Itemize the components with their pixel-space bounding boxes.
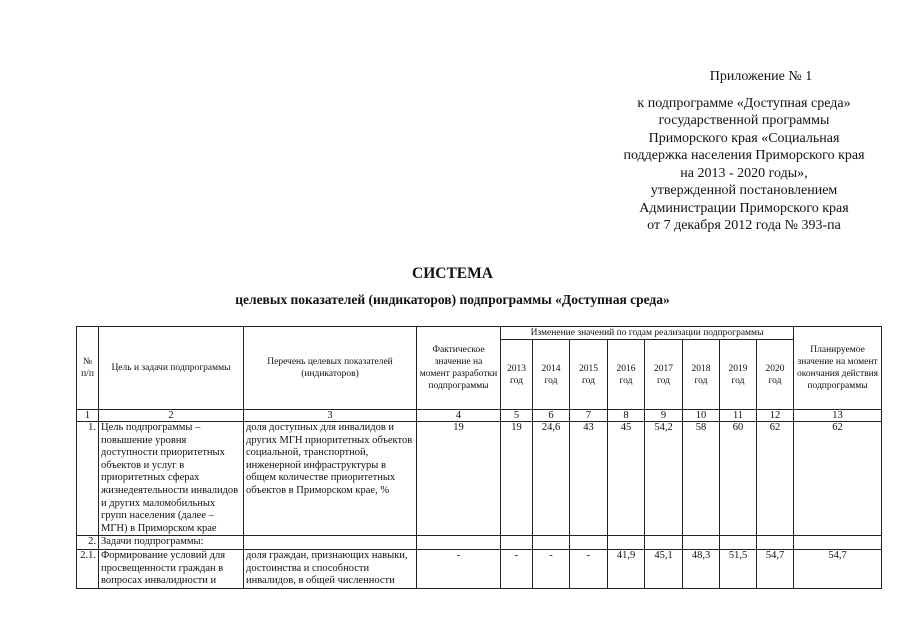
header-indicators: Перечень целевых показателей (индикаторов) — [244, 327, 417, 410]
empty-cell — [533, 536, 570, 550]
empty-cell — [757, 536, 794, 550]
column-number: 8 — [608, 410, 645, 422]
row-goal: Задачи подпрограммы: — [99, 536, 244, 550]
header-goal: Цель и задачи подпрограммы — [99, 327, 244, 410]
header-change: Изменение значений по годам реализации подпрограммы — [501, 327, 794, 340]
header-actual: Фактическое значение на момент разработки подпрограммы — [417, 327, 501, 410]
column-number: 11 — [720, 410, 757, 422]
empty-cell — [645, 536, 683, 550]
header-year: 2017 год — [645, 340, 683, 410]
header-number: № п/п — [77, 327, 99, 410]
row-actual: - — [417, 549, 501, 588]
row-year-value: 58 — [683, 422, 720, 536]
row-year-value: - — [570, 549, 608, 588]
header-year: 2013 год — [501, 340, 533, 410]
header-planned: Планируемое значение на момент окончания действия подпрограммы — [794, 327, 882, 410]
row-year-value: 43 — [570, 422, 608, 536]
table-row — [77, 536, 882, 550]
column-number: 13 — [794, 410, 882, 422]
appendix-block — [608, 68, 880, 235]
row-indicator: доля доступных для инвалидов и других МГН приоритетных объектов социальной, транспортной, инженерной инфраструктуры в общем количестве приоритетных объектов в Приморском крае, % — [244, 422, 417, 536]
header-year: 2015 год — [570, 340, 608, 410]
row-year-value: 62 — [757, 422, 794, 536]
column-number: 9 — [645, 410, 683, 422]
row-number: 1. — [77, 422, 99, 536]
empty-cell — [720, 536, 757, 550]
header-year: 2018 год — [683, 340, 720, 410]
appendix-line: от 7 декабря 2012 года № 393-па — [647, 218, 841, 233]
appendix-line: государственной программы — [658, 113, 830, 128]
row-year-value: - — [533, 549, 570, 588]
column-number: 6 — [533, 410, 570, 422]
empty-cell — [501, 536, 533, 550]
appendix-number: Приложение № 1 — [709, 69, 813, 84]
row-goal: Формирование условий для просвещенности граждан в вопросах инвалидности и — [99, 549, 244, 588]
document-subtitle: целевых показателей (индикаторов) подпрограммы «Доступная среда» — [235, 292, 670, 307]
appendix-line: к подпрограмме «Доступная среда» — [637, 95, 851, 111]
row-number: 2. — [77, 536, 99, 550]
column-number: 1 — [77, 410, 99, 422]
row-number: 2.1. — [77, 549, 99, 588]
empty-cell — [608, 536, 645, 550]
column-number-row — [77, 410, 882, 422]
appendix-line: Администрации Приморского края — [639, 200, 849, 216]
table-row — [77, 549, 882, 588]
row-year-value: 60 — [720, 422, 757, 536]
document-title: СИСТЕМА — [412, 265, 493, 282]
column-number: 4 — [417, 410, 501, 422]
header-row — [77, 327, 882, 340]
row-year-value: 45 — [608, 422, 645, 536]
row-year-value: 41,9 — [608, 549, 645, 588]
column-number: 7 — [570, 410, 608, 422]
column-number: 10 — [683, 410, 720, 422]
column-number: 2 — [99, 410, 244, 422]
row-year-value: 45,1 — [645, 549, 683, 588]
row-actual: 19 — [417, 422, 501, 536]
empty-cell — [417, 536, 501, 550]
row-year-value: 54,2 — [645, 422, 683, 536]
row-year-value: 51,5 — [720, 549, 757, 588]
empty-cell — [570, 536, 608, 550]
row-year-value: 19 — [501, 422, 533, 536]
empty-cell — [683, 536, 720, 550]
appendix-line: поддержка населения Приморского края — [623, 148, 865, 163]
row-year-value: 48,3 — [683, 549, 720, 588]
empty-cell — [794, 536, 882, 550]
header-year: 2020 год — [757, 340, 794, 410]
appendix-line: Приморского края «Социальная — [648, 130, 840, 146]
column-number: 12 — [757, 410, 794, 422]
indicators-table — [76, 326, 882, 589]
table-row — [77, 422, 882, 536]
row-year-value: 24,6 — [533, 422, 570, 536]
row-planned: 62 — [794, 422, 882, 536]
appendix-line: на 2013 - 2020 годы», — [680, 165, 808, 181]
row-year-value: - — [501, 549, 533, 588]
appendix-line: утвержденной постановлением — [650, 183, 838, 198]
header-year: 2016 год — [608, 340, 645, 410]
row-planned: 54,7 — [794, 549, 882, 588]
row-year-value: 54,7 — [757, 549, 794, 588]
header-year: 2019 год — [720, 340, 757, 410]
empty-cell — [244, 536, 417, 550]
header-year: 2014 год — [533, 340, 570, 410]
column-number: 5 — [501, 410, 533, 422]
row-indicator: доля граждан, признающих навыки, достоинства и способности инвалидов, в общей численности — [244, 549, 417, 588]
column-number: 3 — [244, 410, 417, 422]
row-goal: Цель подпрограммы – повышение уровня доступности приоритетных объектов и услуг в приоритетных сферах жизнедеятельности инвалидов и других маломобильных групп населения (далее – МГН) в Приморском крае — [99, 422, 244, 536]
